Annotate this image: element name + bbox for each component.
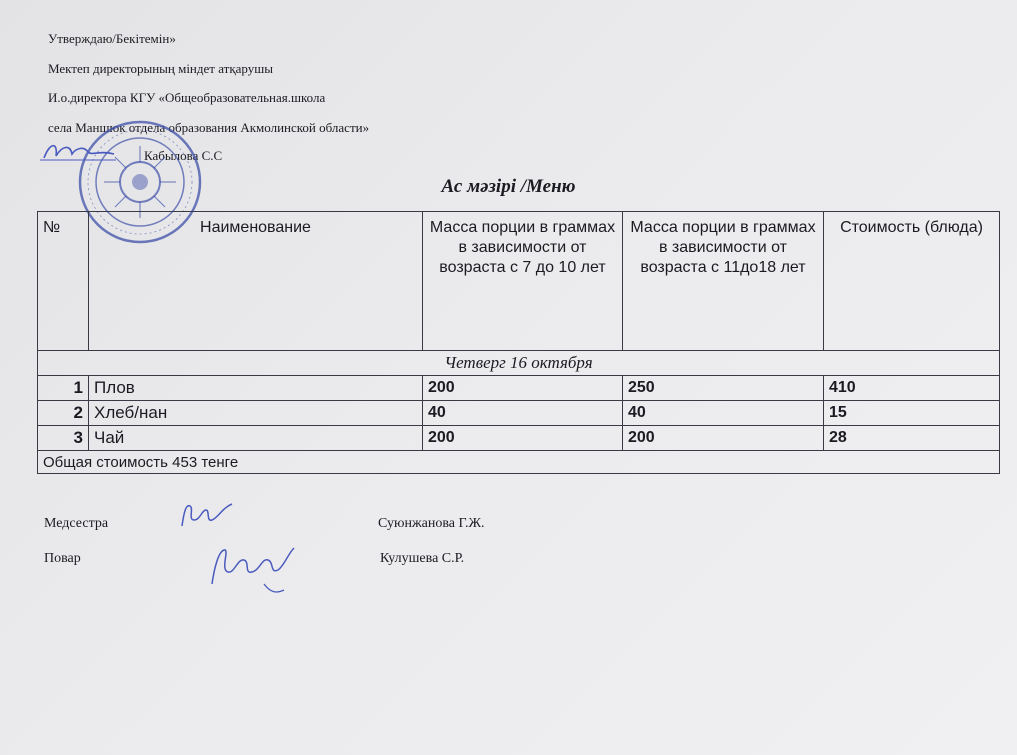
header-mass-11-18: Масса порции в граммах в зависимости от возраста с 11до18 лет (623, 212, 824, 351)
mass-11-18: 250 (623, 376, 824, 401)
cook-role: Повар (44, 551, 81, 566)
table-header-row (38, 212, 1000, 351)
dish-cost: 410 (824, 376, 1000, 401)
table-row (38, 426, 1000, 451)
row-number: 3 (38, 426, 89, 451)
dish-name: Хлеб/нан (89, 401, 423, 426)
director-signature (40, 138, 118, 164)
table-row (38, 376, 1000, 401)
nurse-name: Суюнжанова Г.Ж. (378, 516, 485, 531)
mass-7-10: 200 (423, 426, 623, 451)
nurse-signature (176, 500, 238, 532)
cook-name: Кулушева С.Р. (380, 551, 465, 566)
dish-name: Плов (89, 376, 423, 401)
menu-title: Ас мәзірі /Меню (441, 176, 576, 197)
header-name: Наименование (89, 212, 423, 351)
dish-cost: 28 (824, 426, 1000, 451)
approval-line-2: Мектеп директорының міндет атқарушы (48, 61, 273, 76)
menu-table (37, 211, 1000, 474)
day-row (38, 351, 1000, 376)
mass-7-10: 40 (423, 401, 623, 426)
approval-line-1: Утверждаю/Бекітемін» (48, 31, 176, 46)
row-number: 2 (38, 401, 89, 426)
header-number: № (38, 212, 89, 351)
nurse-role: Медсестра (44, 516, 109, 531)
dish-name: Чай (89, 426, 423, 451)
approval-line-4: села Маншюк отдела образования Акмолинской области» (48, 120, 370, 135)
header-cost: Стоимость (блюда) (824, 212, 1000, 351)
row-number: 1 (38, 376, 89, 401)
total-row (38, 451, 1000, 474)
table-row (38, 401, 1000, 426)
mass-7-10: 200 (423, 376, 623, 401)
mass-11-18: 40 (623, 401, 824, 426)
approval-signer-name: Кабылова С.С (144, 148, 223, 163)
approval-line-3: И.о.директора КГУ «Общеобразовательная.школа (48, 90, 326, 105)
mass-11-18: 200 (623, 426, 824, 451)
dish-cost: 15 (824, 401, 1000, 426)
total-cost: Общая стоимость 453 тенге (38, 451, 1000, 474)
cook-signature (204, 540, 298, 598)
day-label: Четверг 16 октября (38, 351, 1000, 376)
header-mass-7-10: Масса порции в граммах в зависимости от возраста с 7 до 10 лет (423, 212, 623, 351)
